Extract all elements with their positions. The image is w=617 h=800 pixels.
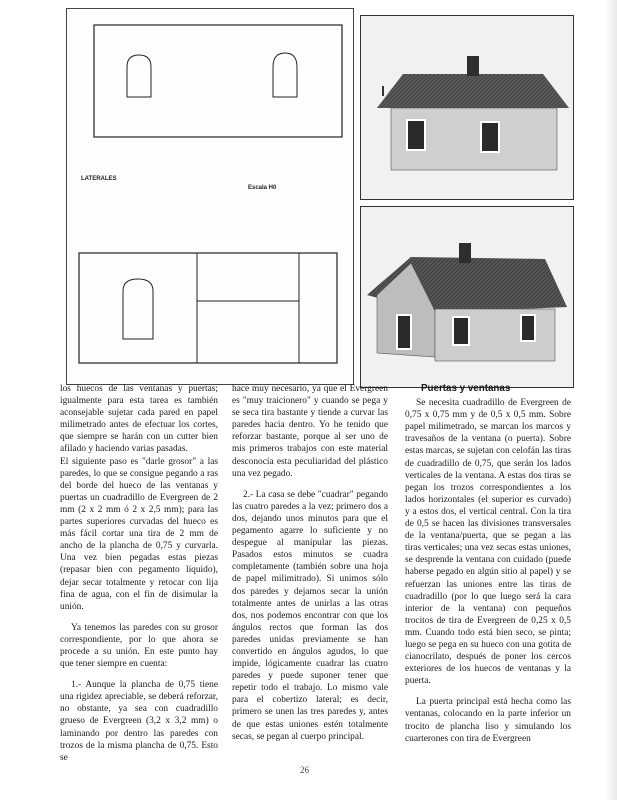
photo-house-front (360, 15, 574, 200)
col3-paragraph-1: Se necesita cuadradillo de Evergreen de 0,75 x 0,75 mm y de 0,5 x 0,5 mm. Sobre papel milimetrado, se marcan los marcos y travesaños de la ventana (o puerta). Sobre estas marcas, se sujetan con celofán las tiras de cuadradillo de 0,75, que serán los lados verticales de la ventana. A estas dos tiras se pegan los trozos correspondientes a los lados horizontales (el superior es curvado) y a estos dos, el vertical central. Con la tira de 0,5 se hacen las divisiones transversales de la ventana/puerta, que se pegan a las tiras verticales; una vez secas estas uniones, se desprende la ventana con cuidado (puede haberse pegado en algún sitio al papel) y se refuerzan las uniones entre las tiras de cuadradillo (por lo que luego será la cara interior de la ventana) con pequeños trocitos de tira de Evergreen de 0,25 x 0,5 mm. Cuando todo está bien seco, se pinta; luego se pega en su hueco con una gotita de cianocrilato, después de poner los cercos exteriores de los huecos de ventanas y la puerta. (405, 398, 571, 687)
text-column-2 (232, 383, 388, 752)
page-edge-shadow (605, 0, 617, 800)
col2-paragraph-1: hace muy necesario, ya que el Evergreen es "muy traicionero" y cuando se pega y se seca tira bastante y tiende a curvar las paredes hacia dentro. Yo he tenido que reforzar bastante, porque al ser uno de mis primeros trabajos con este material desconocía esta peculiaridad del plástico una vez pegado. (232, 384, 388, 479)
house-model-front-image (361, 16, 573, 199)
col1-paragraph-2: El siguiente paso es "darle grosor" a las paredes, lo que se consigue pegando a ras del borde del hueco de las ventanas y puertas un cuadradillo de Evergreen de 2 mm (2 x 2 mm ó 2 x 2,5 mm); para las partes superiores curvadas del hueco es más fácil cortar una tira de 2 mm de ancho de la plancha de 0,75 y curvarla. Una vez bien pegadas estas piezas (repasar bien con pegamento líquido), dejar secar totalmente y retocar con lija fina de agua, con el fin de disimular la unión. (60, 456, 218, 612)
plan-drawing-panel (66, 8, 354, 385)
text-column-1 (60, 383, 218, 773)
lateral-wall-outline-upper (94, 25, 342, 137)
laterales-label: LATERALES (81, 176, 117, 182)
text-column-3 (405, 383, 571, 754)
col1-paragraph-1: los huecos de las ventanas y puertas; igualmente para esta tarea es también aconsejable sujetar cada pared en papel milimetrado antes de efectuar los cortes, que siempre se harán con un cutter bien afilado y haciendo varias pasadas. (60, 384, 218, 455)
col3-paragraph-2: La puerta principal está hecha como las ventanas, colocando en la parte inferior un trocito de plancha liso y simulando los cuarterones con tira de Evergreen (405, 697, 571, 744)
lateral-wall-outline-lower (79, 253, 337, 363)
window-opening-left (127, 55, 151, 97)
section-heading-puertas-ventanas: Puertas y ventanas (421, 383, 511, 394)
house-model-side-image (361, 207, 573, 387)
window-opening-lower (123, 279, 153, 339)
escala-label: Escala H0 (248, 185, 277, 191)
col2-paragraph-2: 2.- La casa se debe "cuadrar" pegando las cuatro paredes a la vez; primero dos a dos, dejando unos minutos para que el pegamento agarre lo suficiente y no despegue al manipular las piezas. Pasados estos minutos se cuadra completamente (también sobre una hoja de papel milimitrado). Si unimos sólo dos paredes y dejamos secar la unión totalmente antes de unirlas a las otras dos, nos podemos encontrar con que los ángulos rectos que forman las dos paredes unidas previamente se han convertido en ángulos agudos, lo que impide, lógicamente cuadrar las cuatro paredes y puede suponer tener que repetir todo el trabajo. Lo mismo vale para el cobertizo lateral; es decir, primero se unen las tres paredes y, antes de que estas uniones estén totalmente secas, se pegan al cuerpo principal. (232, 489, 388, 742)
photo-house-side (360, 206, 574, 388)
wall-plans-drawing (67, 9, 353, 384)
col1-paragraph-3: Ya tenemos las paredes con su grosor correspondiente, por lo que ahora se procede a su unión. En este punto hay que tener siempre en cuenta: (60, 622, 218, 670)
page-number: 26 (300, 765, 309, 775)
window-opening-right (273, 53, 297, 97)
col1-paragraph-4: 1.- Aunque la plancha de 0,75 tiene una rigidez apreciable, se deberá reforzar, no obstante, ya sea con cuadradillo grueso de Evergreen (3,2 x 3,2 mm) o laminando por dentro las paredes con trozos de la misma plancha de 0,75. Esto se (60, 680, 218, 763)
